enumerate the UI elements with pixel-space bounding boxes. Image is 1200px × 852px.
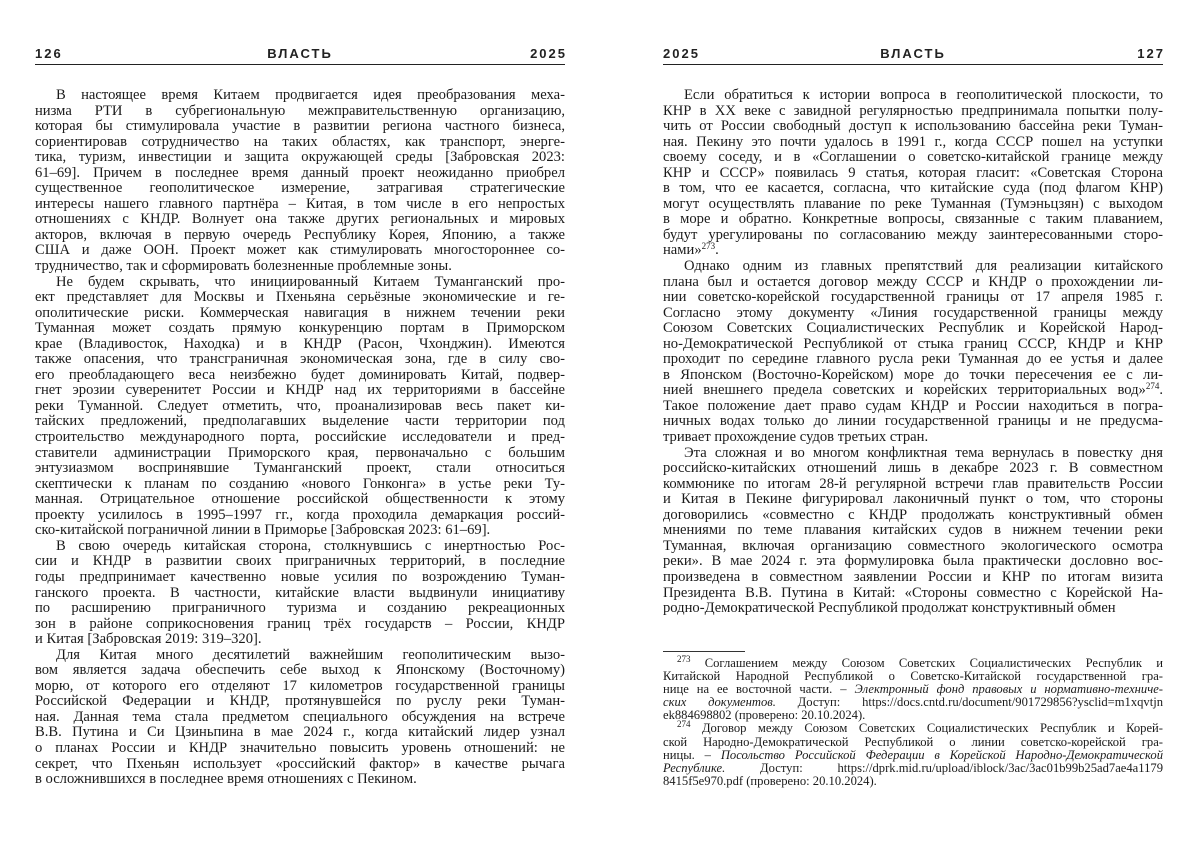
text-line: в осложнившихся в последнее время отношениях с Пекином. — [35, 772, 565, 788]
text-line: произведена в совместном заявлении России и КНР по итогам визита — [663, 570, 1163, 586]
text-line: секрет, что Пхеньян использует «российский фактор» в качестве рычага — [35, 757, 565, 773]
text-line: Президента В.В. Путина в Китай: «Стороны совместно с Корейской На- — [663, 586, 1163, 602]
text-line: годы предпринимает качественно новые усилия по возрождению Туман- — [35, 570, 565, 586]
text-line: также опасения, что трансграничная экономическая зона, где в силу сво- — [35, 352, 565, 368]
paragraph — [663, 259, 1163, 446]
footnote-marker: 274 — [1146, 381, 1160, 391]
text-line: сии и КНДР в развитии своих приграничных территорий, в последние — [35, 554, 565, 570]
text-line: Эта сложная и во многом конфликтная тема вернулась в повестку дня — [663, 446, 1163, 462]
text-line: КНР и СССР» появилась 9 статья, которая гласит: «Советская Сторона — [663, 166, 1163, 182]
text-line: Если обратиться к истории вопроса в геополитической плоскости, то — [663, 88, 1163, 104]
paragraph — [35, 648, 565, 788]
text-segment: Соглашением между Союзом Советских Социалистических Республик и — [691, 656, 1164, 670]
text-line: КНР в XX веке с завидной регулярностью предпринимала попытки полу- — [663, 104, 1163, 120]
footnote — [663, 657, 1163, 722]
italic-text: Республике. — [663, 761, 725, 775]
page-number: 126 — [35, 46, 63, 61]
text-line: В настоящее время Китаем продвигается идея преобразования меха- — [35, 88, 565, 104]
text-line: зон в районе соприкосновения границ трёх государств – России, КНДР — [35, 617, 565, 633]
text-line: существенное геополитическое измерение, затрагивая стратегические — [35, 181, 565, 197]
italic-text: Посольство Российской Федерации в Корейской Народно-Демократической — [721, 748, 1163, 762]
text-line: строительство международного порта, российские исследователи и пред- — [35, 430, 565, 446]
text-line: энтузиазмом воспринявшие Туманганский проект, стали относиться — [35, 461, 565, 477]
text-segment: ницы. – — [663, 748, 721, 762]
text-line: Такое положение дает право судам КНДР и России находиться в погра- — [663, 399, 1163, 415]
text-line: нии советско-корейской государственной границы от 17 апреля 1985 г. — [663, 290, 1163, 306]
text-line — [663, 762, 1163, 775]
text-line: о планах России и КНДР значительно повысить уровень отношений: не — [35, 741, 565, 757]
text-line: Согласно этому документу «Линия государственной границы между — [663, 306, 1163, 322]
text-line: и Китая в Пекине фигурировал лаконичный пункт о том, что стороны — [663, 492, 1163, 508]
text-line: трудничество, так и сформировать болезненные проблемные зоны. — [35, 259, 565, 275]
text-line — [663, 722, 1163, 735]
text-line: по расширению приграничного туризма и созданию рекреационных — [35, 601, 565, 617]
text-line: ная. Данная тема стала предметом специального обсуждения на встрече — [35, 710, 565, 726]
text-segment: Доступ: https://docs.cntd.ru/document/901729856?ysclid=m1xqvtjn — [776, 695, 1163, 709]
text-line: чить от России свободный доступ к использованию бассейна реки Туман- — [663, 119, 1163, 135]
text-line: будут урегулированы по согласованию между заинтересованными сторо- — [663, 228, 1163, 244]
text-line: ско-китайской пограничной линии в Приморье [Забровская 2023: 61–69]. — [35, 523, 565, 539]
footnote-marker: 273 — [702, 241, 716, 251]
text-line: тайских предложений, предполагавших выделение части территории под — [35, 414, 565, 430]
italic-text: ских документов. — [663, 695, 776, 709]
text-line: тривает прохождение судов третьих стран. — [663, 430, 1163, 446]
text-line: которая бы стимулировала участие в развитии региона частного бизнеса, — [35, 119, 565, 135]
paragraph — [35, 88, 565, 275]
text-line — [663, 243, 1163, 259]
running-header — [663, 46, 1163, 65]
body-text — [35, 88, 565, 788]
paragraph — [35, 539, 565, 648]
text-line: но-Демократической Республикой от стыка границ СССР, КНДР и КНР — [663, 337, 1163, 353]
text-line: отношениях с КНДР. Волнует она также других региональных и мировых — [35, 212, 565, 228]
text-line: интересы нашего главного партнёра – Китая, в том числе в его непростых — [35, 197, 565, 213]
text-line: проекту усилилось в 1995–1997 гг., когда проходила демаркация россий- — [35, 508, 565, 524]
text-line: В свою очередь китайская сторона, столкнувшись с инертностью Рос- — [35, 539, 565, 555]
text-line: крае (Владивосток, Находка) и в КНДР (Расон, Чхонджин). Имеются — [35, 337, 565, 353]
text-line: реки». В мае 2024 г. эта формулировка была практически дословно вос- — [663, 554, 1163, 570]
text-line: Туманная, включая организацию совместного экологического осмотра — [663, 539, 1163, 555]
text-line: родно-Демократической Республикой продолжат конструктивный обмен — [663, 601, 1163, 617]
text-line: плана был и остается договор между СССР и КНДР о прохождении ли- — [663, 275, 1163, 291]
text-line: коммюнике по итогам 28-й регулярной встречи глав правительств России — [663, 477, 1163, 493]
text-line: Не будем скрывать, что инициированный Китаем Туманганский про- — [35, 275, 565, 291]
text-line: реки Туманной. Следует отметить, что, проанализировав весь пакет ки- — [35, 399, 565, 415]
text-line: своему соседу, и в «Соглашении о советско-китайской границе между — [663, 150, 1163, 166]
text-line: тика, туризм, инвестиции и защита окружающей среды [Забровская 2023: — [35, 150, 565, 166]
text-line: в море и обратно. Конкретные вопросы, связанные с таким плаванием, — [663, 212, 1163, 228]
paragraph — [35, 275, 565, 539]
text-line: Однако одним из главных препятствий для реализации китайского — [663, 259, 1163, 275]
text-segment: Договор между Союзом Советских Социалистических Республик и Корей- — [691, 721, 1164, 735]
text-line: ek884698802 (проверено: 20.10.2024). — [663, 709, 1163, 722]
text-line: ганского проекта. В частности, китайские власти выдвинули инициативу — [35, 586, 565, 602]
text-line: вом является задача обеспечить себе выход к Японскому (Восточному) — [35, 663, 565, 679]
text-line: в Японском (Восточно-Корейском) море до точки пересечения ее с ли- — [663, 368, 1163, 384]
text-line: низма РТИ в субрегиональную межправительственную организацию, — [35, 104, 565, 120]
text-line: Для Китая много десятилетий важнейшим геополитическим вызо- — [35, 648, 565, 664]
text-line: Российской Федерации и КНДР, протянувшейся по руслу реки Туман- — [35, 694, 565, 710]
text-line: Туманная может создать прямую конкуренцию портам в Приморском — [35, 321, 565, 337]
text-line: ставители администрации Приморского края, первоначально с большим — [35, 446, 565, 462]
italic-text: Электронный фонд правовых и нормативно-техниче- — [854, 682, 1163, 696]
text-line: ект представляет для Москвы и Пхеньяна серьёзные экономические и ге- — [35, 290, 565, 306]
journal-year: 2025 — [530, 46, 567, 61]
text-line: Союзом Советских Социалистических Республик и Корейской Народ- — [663, 321, 1163, 337]
text-line: в том, что ее касается, согласна, что китайские суда (под флагом КНР) — [663, 181, 1163, 197]
text-segment: . — [1159, 382, 1163, 398]
text-line: акторов, включая в первую очередь Республику Корея, Японию, а также — [35, 228, 565, 244]
text-line: морю, от которого его отделяют 17 километров государственной границы — [35, 679, 565, 695]
text-line: сориентировав сотрудничество на таких областях, как транспорт, энерге- — [35, 135, 565, 151]
text-segment: нией внешнего предела советских и корейских территориальных вод» — [663, 382, 1146, 398]
page-number: 127 — [1137, 46, 1165, 61]
text-line: 8415f5e970.pdf (проверено: 20.10.2024). — [663, 775, 1163, 788]
journal-year: 2025 — [663, 46, 700, 61]
text-line: ничных водах только до линии государственной границы и не предусма- — [663, 414, 1163, 430]
text-line: ная. Пекину это почти удалось в 1991 г., когда СССР пошел на уступки — [663, 135, 1163, 151]
text-line: гнет эрозии суверенитет России и КНДР над их территориями в бассейне — [35, 383, 565, 399]
footnote-marker: 273 — [677, 654, 691, 664]
text-line: российско-китайских отношений лишь в декабре 2023 г. В совместном — [663, 461, 1163, 477]
paragraph — [663, 88, 1163, 259]
text-line: договорились «совместно с КНДР продолжать конструктивный обмен — [663, 508, 1163, 524]
text-line: ополитические риски. Коммерческая навигация в нижнем течении реки — [35, 306, 565, 322]
journal-title: ВЛАСТЬ — [663, 46, 1163, 61]
footnote-divider — [663, 651, 745, 652]
text-line: ской Народно-Демократической Республикой о линии советско-корейской гра- — [663, 736, 1163, 749]
text-line: мнениями по теме плавания китайских судов в нижнем течении реки — [663, 523, 1163, 539]
journal-title: ВЛАСТЬ — [35, 46, 565, 61]
footnote-marker: 274 — [677, 719, 691, 729]
text-segment: Доступ: https://dprk.mid.ru/upload/iblock/3ac/3ac01b99b25ad7ae4a1179 — [725, 761, 1163, 775]
text-line: Китайской Народной Республикой о Советско-Китайской государственной гра- — [663, 670, 1163, 683]
body-text — [663, 88, 1163, 617]
text-line: могут осуществлять плавание по реке Туманная (Тумэньцзян) с выходом — [663, 197, 1163, 213]
text-line: и Китая [Забровская 2019: 319–320]. — [35, 632, 565, 648]
running-header — [35, 46, 565, 65]
text-line: США и даже ООН. Проект может как стимулировать многостороннее со- — [35, 243, 565, 259]
text-line — [663, 383, 1163, 399]
paragraph — [663, 446, 1163, 617]
text-segment: нице на ее восточной части. – — [663, 682, 854, 696]
text-line: 61–69]. Причем в последнее время данный проект неожиданно приобрел — [35, 166, 565, 182]
text-segment: нами» — [663, 242, 702, 258]
text-line: его преобладающего веса неизбежно будет доминировать Китай, подвер- — [35, 368, 565, 384]
text-line: проходит по середине главного русла реки Туманная до ее устья и далее — [663, 352, 1163, 368]
text-line: манная. Отрицательное отношение российской общественности к этому — [35, 492, 565, 508]
text-line: скептически к планам по созданию «нового Гонконга» в устье реки Ту- — [35, 477, 565, 493]
text-line: В.В. Путина и Си Цзиньпина в мае 2024 г., когда китайский лидер узнал — [35, 725, 565, 741]
footnotes — [663, 657, 1163, 788]
footnote — [663, 722, 1163, 787]
text-segment: . — [715, 242, 719, 258]
